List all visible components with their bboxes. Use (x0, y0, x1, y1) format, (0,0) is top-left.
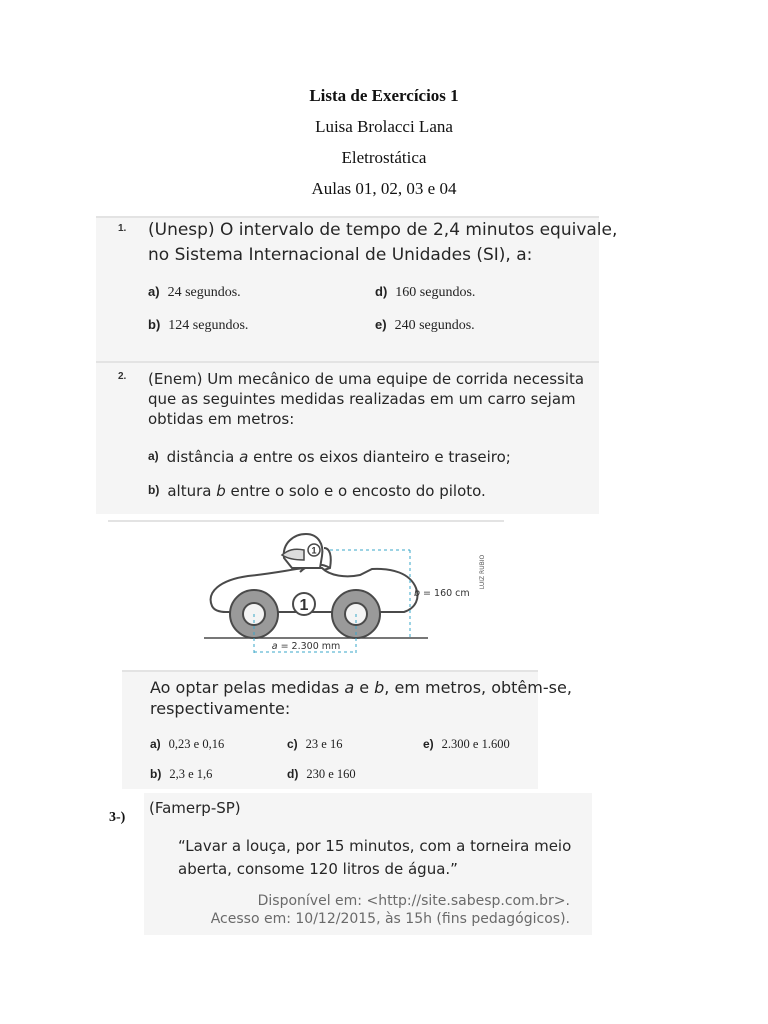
answers-top-rule (122, 670, 538, 672)
height-label: b = 160 cm (414, 588, 470, 599)
subject: Eletrostática (341, 148, 427, 167)
question-2-answer-d: d) 230 e 160 (287, 767, 356, 781)
citation-line-2: Acesso em: 10/12/2015, às 15h (fins pedagógicos). (210, 911, 570, 927)
question-1-option-d: d) 160 segundos. (375, 284, 476, 300)
question-2-answer-e: e) 2.300 e 1.600 (423, 737, 510, 751)
question-1-line-2: no Sistema Internacional de Unidades (SI), a: (148, 245, 533, 265)
document-title: Lista de Exercícios 1 (309, 86, 459, 105)
image-credit: LUIZ RUBIO (479, 554, 486, 590)
question-3-quote-line-2: aberta, consome 120 litros de água.” (178, 860, 458, 878)
question-2-answer-c: c) 23 e 16 (287, 737, 343, 751)
question-2-item-b: b) altura b entre o solo e o encosto do piloto. (148, 482, 486, 500)
question-2-top-rule (96, 361, 599, 363)
question-1-option-b: b) 124 segundos. (148, 317, 249, 333)
question-1-number: 1. (118, 223, 127, 234)
citation-line-1: Disponível em: <http://site.sabesp.com.br>. (257, 893, 570, 909)
question-2-line-2: que as seguintes medidas realizadas em um carro sejam (148, 390, 576, 408)
wheelbase-label: a = 2.300 mm (271, 641, 341, 652)
question-2-number: 2. (118, 371, 127, 382)
helmet-number: 1 (311, 545, 317, 556)
question-3-source-tag: (Famerp-SP) (149, 799, 241, 817)
lessons: Aulas 01, 02, 03 e 04 (311, 179, 457, 198)
question-1-option-e: e) 240 segundos. (375, 317, 475, 333)
question-2-answer-a: a) 0,23 e 0,16 (150, 737, 225, 751)
figure-top-rule (108, 520, 504, 522)
question-2-answer-b: b) 2,3 e 1,6 (150, 767, 213, 781)
author-name: Luisa Brolacci Lana (315, 117, 453, 136)
question-2-line-3: obtidas em metros: (148, 410, 295, 428)
question-3-label: 3-) (109, 810, 126, 825)
question-1-line-1: (Unesp) O intervalo de tempo de 2,4 minutos equivale, (148, 220, 618, 240)
question-3-citation (200, 892, 570, 928)
question-3-quote-line-1: “Lavar a louça, por 15 minutos, com a torneira meio (178, 837, 572, 855)
race-car-figure (196, 528, 506, 658)
question-2-prompt-line-1: Ao optar pelas medidas a e b, em metros, obtêm-se, (150, 678, 572, 697)
question-1-option-a: a) 24 segundos. (148, 284, 241, 300)
question-2-item-a: a) distância a entre os eixos dianteiro e traseiro; (148, 448, 511, 466)
car-number: 1 (299, 597, 309, 614)
question-2-line-1: (Enem) Um mecânico de uma equipe de corrida necessita (148, 370, 585, 388)
question-2-prompt-line-2: respectivamente: (150, 699, 291, 718)
